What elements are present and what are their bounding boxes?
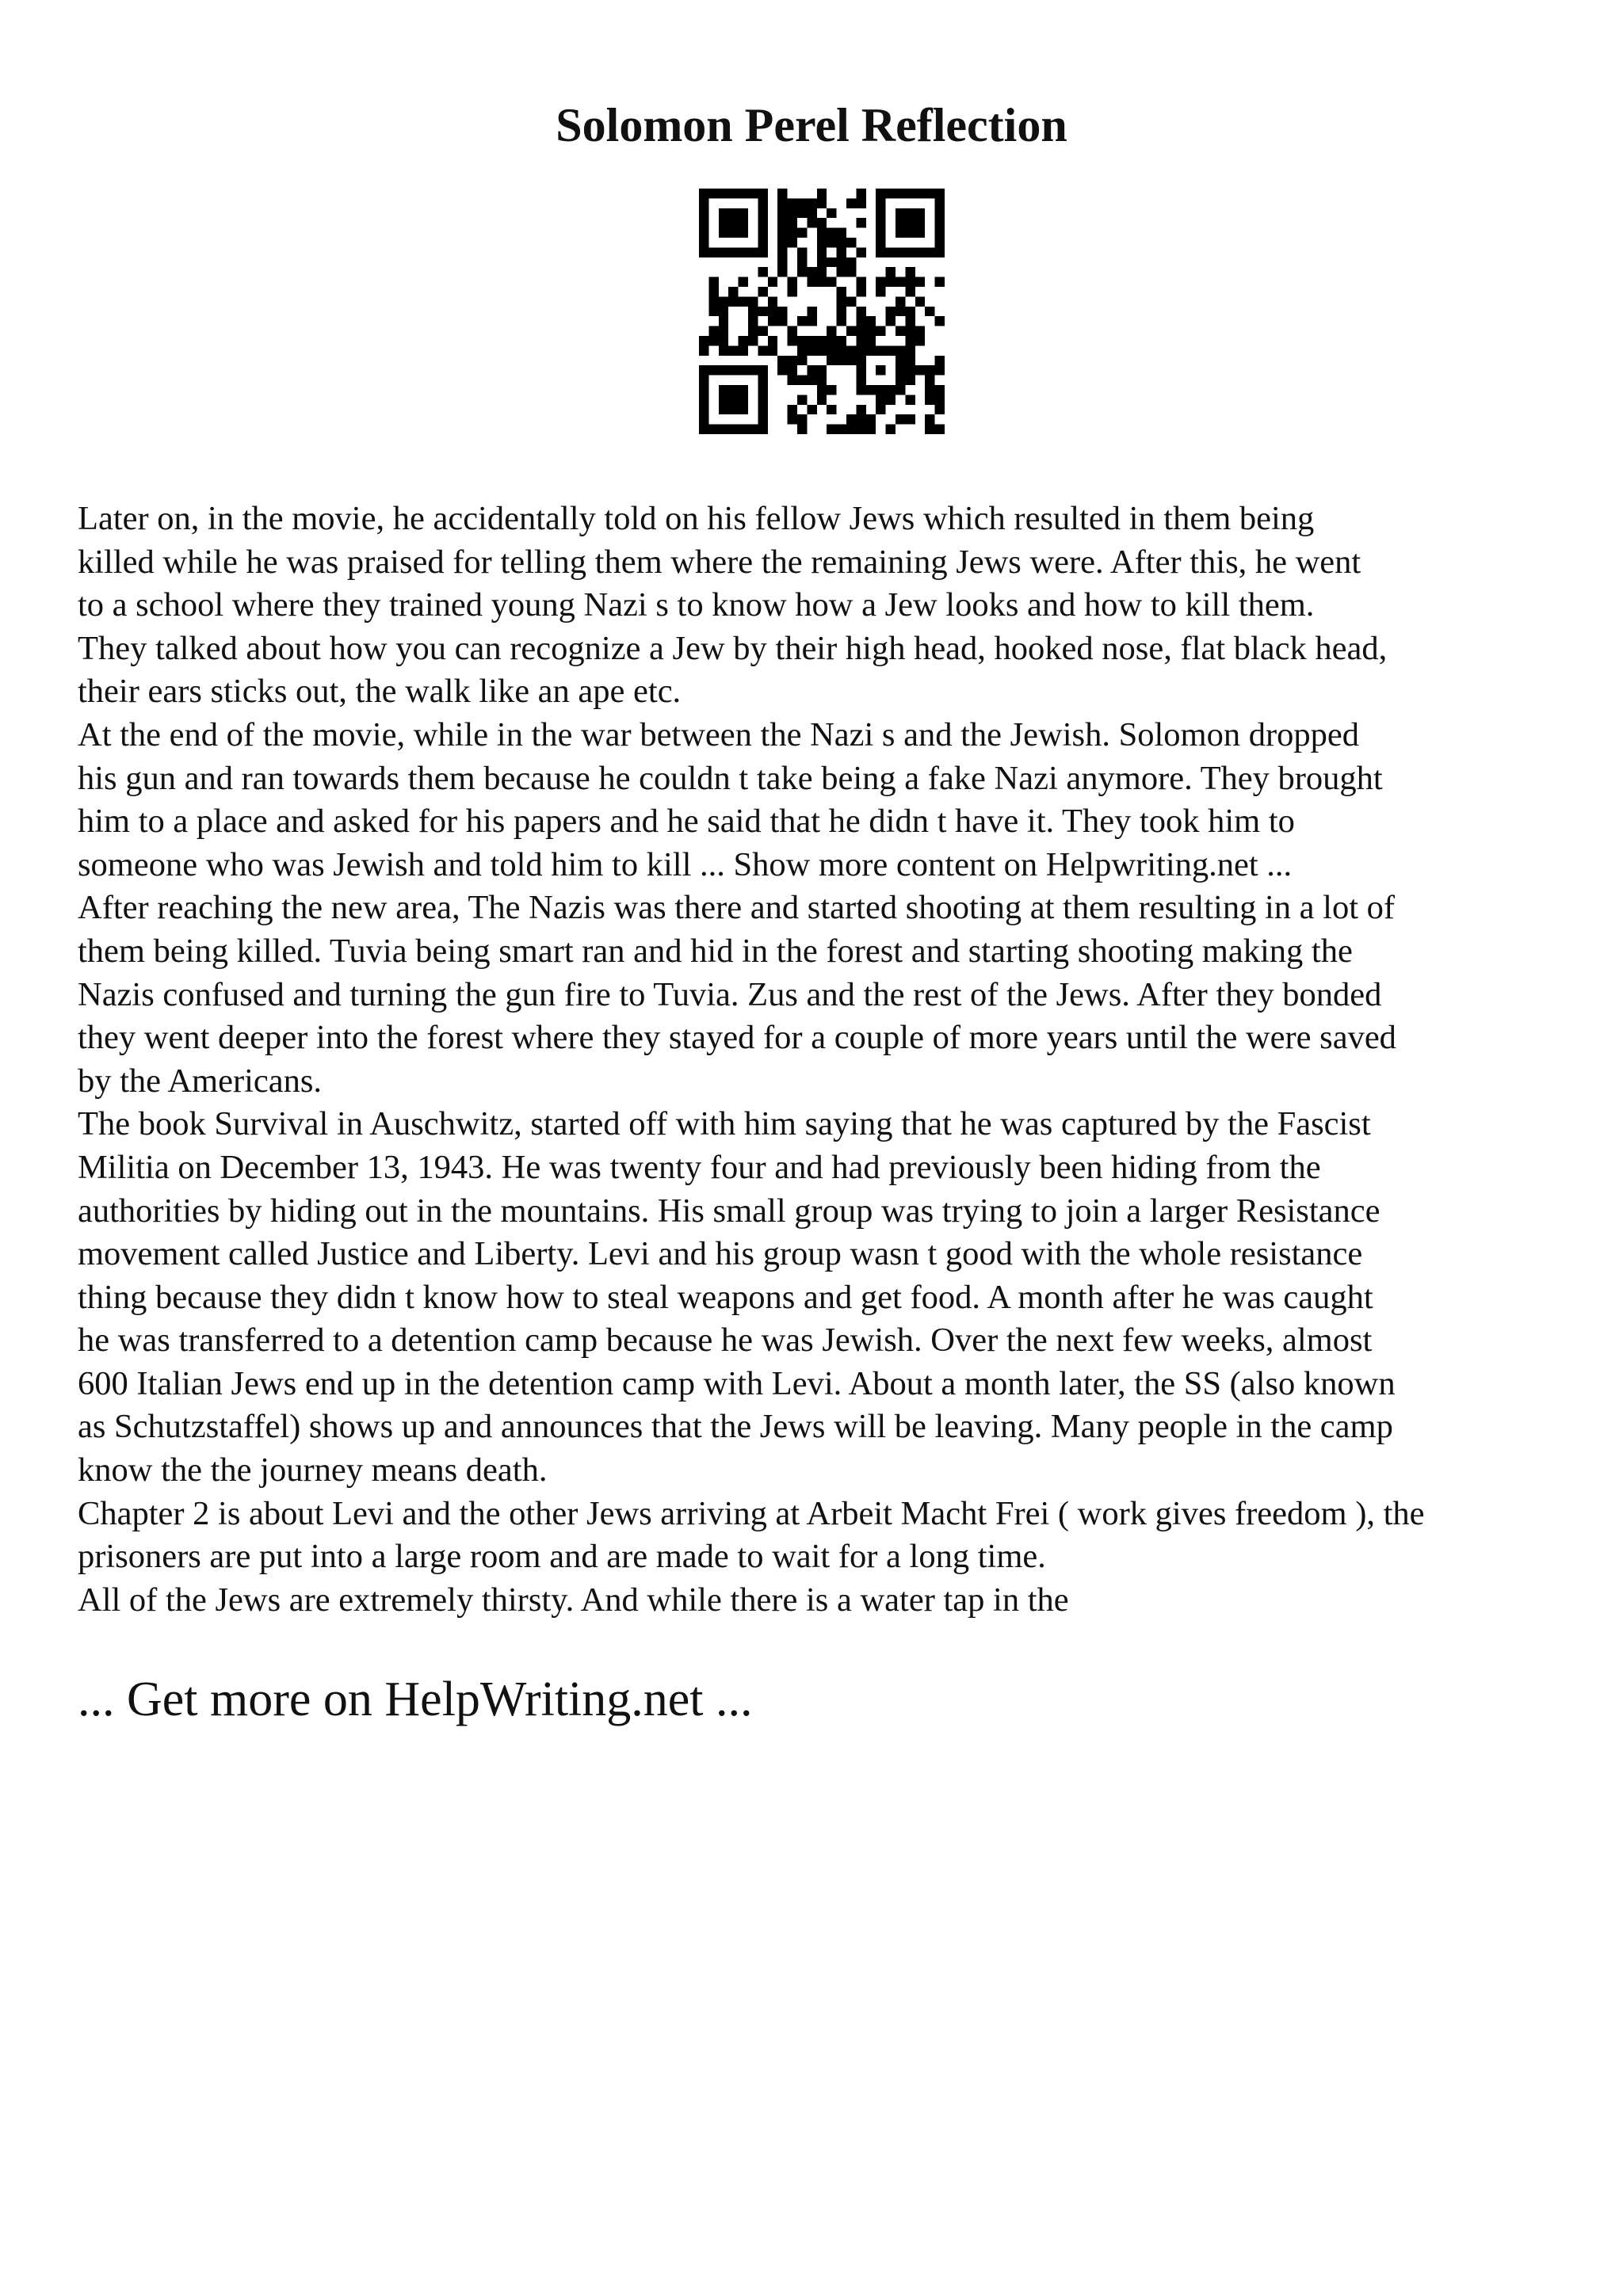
body-text-line: Militia on December 13, 1943. He was twenty four and had previously been hiding from the — [78, 1148, 1321, 1186]
qr-code-icon — [699, 189, 945, 434]
body-text-line: thing because they didn t know how to steal weapons and get food. A month after he was caught — [78, 1278, 1373, 1316]
body-text-line: The book Survival in Auschwitz, started off with him saying that he was captured by the Fascist — [78, 1105, 1371, 1143]
body-text-line: his gun and ran towards them because he couldn t take being a fake Nazi anymore. They brought — [78, 759, 1383, 797]
body-text-line: as Schutzstaffel) shows up and announces that the Jews will be leaving. Many people in the camp — [78, 1408, 1393, 1446]
body-text-line: him to a place and asked for his papers and he said that he didn t have it. They took him to — [78, 803, 1295, 841]
body-text-line: he was transferred to a detention camp because he was Jewish. Over the next few weeks, almost — [78, 1322, 1373, 1360]
body-text-line: Chapter 2 is about Levi and the other Jews arriving at Arbeit Macht Frei ( work gives freedom ), the — [78, 1494, 1425, 1532]
body-text-line: Later on, in the movie, he accidentally told on his fellow Jews which resulted in them being — [78, 500, 1315, 537]
body-text-line: After reaching the new area, The Nazis was there and started shooting at them resulting in a lot of — [78, 889, 1396, 927]
body-text-line: know the the journey means death. — [78, 1451, 548, 1489]
body-text-line: Nazis confused and turning the gun fire to Tuvia. Zus and the rest of the Jews. After they bonded — [78, 975, 1382, 1013]
helpwriting-link[interactable]: ... Get more on HelpWriting.net ... — [78, 1672, 753, 1726]
body-text-line: them being killed. Tuvia being smart ran and hid in the forest and starting shooting making the — [78, 932, 1353, 970]
body-text-line: to a school where they trained young Nazi s to know how a Jew looks and how to kill them. — [78, 586, 1315, 624]
page-title: Solomon Perel Reflection — [556, 99, 1067, 151]
document-body — [78, 498, 1583, 1622]
body-text-line: At the end of the movie, while in the war between the Nazi s and the Jewish. Solomon dropped — [78, 715, 1359, 753]
body-text-line: movement called Justice and Liberty. Levi and his group wasn t good with the whole resistance — [78, 1235, 1363, 1273]
body-text-line: someone who was Jewish and told him to kill ... Show more content on Helpwriting.net ... — [78, 845, 1293, 883]
body-text-line: All of the Jews are extremely thirsty. And while there is a water tap in the — [78, 1581, 1069, 1619]
body-text-line: they went deeper into the forest where they stayed for a couple of more years until the were saved — [78, 1019, 1396, 1057]
body-text-line: killed while he was praised for telling them where the remaining Jews were. After this, he went — [78, 543, 1361, 581]
body-text-line: 600 Italian Jews end up in the detention camp with Levi. About a month later, the SS (also known — [78, 1364, 1396, 1402]
body-text-line: their ears sticks out, the walk like an ape etc. — [78, 673, 682, 711]
body-text-line: by the Americans. — [78, 1062, 323, 1100]
body-text-line: authorities by hiding out in the mountains. His small group was trying to join a larger Resistance — [78, 1192, 1381, 1230]
body-text-line: They talked about how you can recognize a Jew by their high head, hooked nose, flat black head, — [78, 629, 1388, 667]
body-text-line: prisoners are put into a large room and are made to wait for a long time. — [78, 1538, 1046, 1576]
